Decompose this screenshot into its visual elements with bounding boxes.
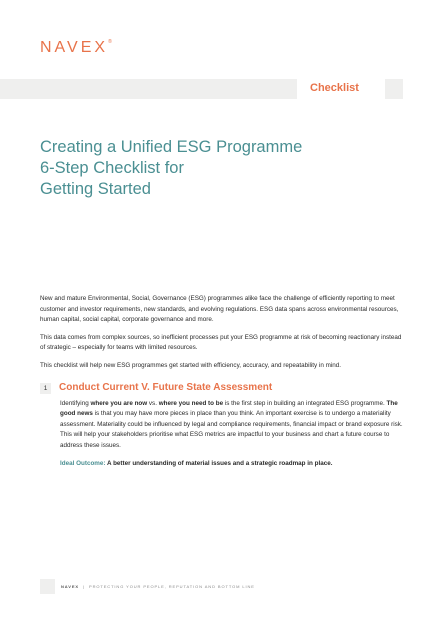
page-title bbox=[40, 137, 410, 200]
emphasis: where you are now bbox=[90, 399, 148, 407]
footer-brand: NAVEX bbox=[61, 584, 79, 589]
footer-tagline-text: PROTECTING YOUR PEOPLE, REPUTATION AND BOTTOM LINE bbox=[89, 584, 255, 589]
emphasis: where you need to be bbox=[158, 399, 224, 407]
intro-paragraph-3: This checklist will help new ESG programmes get started with efficiency, accuracy, and repeatability in mind. bbox=[40, 361, 341, 369]
logo-mark: ® bbox=[108, 39, 112, 45]
title-line-3: Getting Started bbox=[40, 180, 151, 198]
step-number: 1 bbox=[40, 383, 51, 394]
step-1-paragraph bbox=[60, 399, 403, 452]
title-line-2: 6-Step Checklist for bbox=[40, 159, 184, 177]
title-line-1: Creating a Unified ESG Programme bbox=[40, 138, 303, 156]
step-1-body bbox=[60, 399, 403, 470]
footer-tagline bbox=[61, 584, 255, 589]
text: Identifying bbox=[60, 399, 91, 407]
outcome-text: A better understanding of material issues and a strategic roadmap in place. bbox=[105, 459, 333, 467]
outcome-label: Ideal Outcome: bbox=[60, 459, 106, 467]
main-content bbox=[40, 294, 403, 476]
header-band bbox=[0, 79, 443, 99]
emphasis: The good news bbox=[60, 399, 398, 418]
logo-text: NAVEX bbox=[40, 39, 109, 56]
page-number-box bbox=[40, 579, 55, 594]
checklist-badge: Checklist bbox=[310, 82, 359, 94]
text: is that you may have more pieces in place than you think. An important exercise is to undergo a materiality assessment. Materiality could be influenced by legal and compliance requirements, financial impact or brand exposure risk. This will help your stakeholders prioritise what ESG metrics are impactful to your business and chart a future course to address these issues. bbox=[60, 410, 403, 449]
ideal-outcome bbox=[60, 459, 403, 470]
footer-separator: | bbox=[83, 584, 85, 589]
page-footer bbox=[40, 579, 255, 594]
step-title: Conduct Current V. Future State Assessment bbox=[59, 381, 273, 393]
band-left bbox=[0, 79, 297, 99]
text: vs. bbox=[147, 399, 159, 407]
text: is the first step in building an integrated ESG programme. bbox=[223, 399, 387, 407]
step-1-header bbox=[40, 383, 403, 394]
intro-paragraph-2: This data comes from complex sources, so inefficient processes put your ESG programme at risk of becoming reactionary instead of strategic – especially for teams with limited resources. bbox=[40, 333, 402, 352]
navex-logo bbox=[40, 39, 112, 57]
band-right bbox=[385, 79, 403, 99]
intro-paragraph-1: New and mature Environmental, Social, Governance (ESG) programmes alike face the challenge of efficiently reporting to meet customer and investor requirements, new standards, and evolving regulations. ESG data spans across environmental resources, human capital, social capital, corporate governance and more. bbox=[40, 295, 399, 324]
